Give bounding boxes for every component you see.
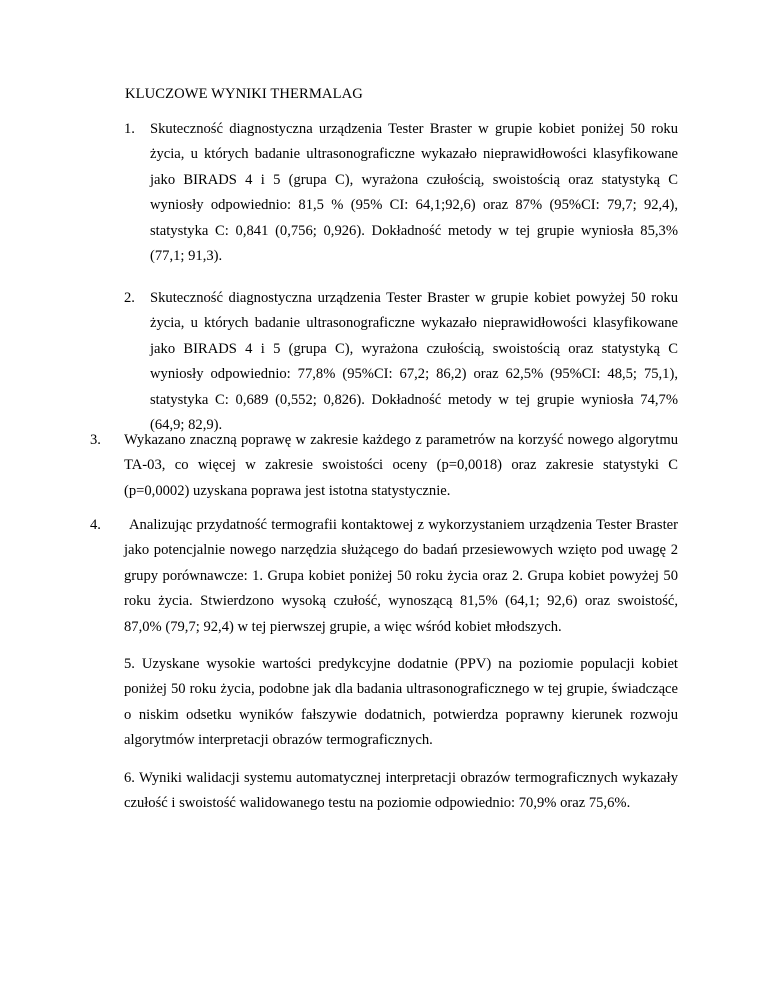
document-heading: KLUCZOWE WYNIKI THERMALAG: [125, 86, 363, 102]
result-paragraph-6: 6. Wyniki walidacji systemu automatycznej interpretacji obrazów termograficznych wykazały czułość i swoistość walidowanego testu na poziomie odpowiednio: 70,9% oraz 75,6%.: [124, 770, 678, 812]
result-paragraph-1: Skuteczność diagnostyczna urządzenia Tester Braster w grupie kobiet poniżej 50 roku życia, u których badanie ultrasonograficzne wykazało nieprawidłowości klasyfikowane jako BIRADS 4 i 5 (grupa C), wyrażona czułością, swoistością oraz statystyką C wyniosły odpowiednio: 81,5 % (95% CI: 64,1;92,6) oraz 87% (95%CI: 79,7; 92,4), statystyka C: 0,841 (0,756; 0,926). Dokładność metody w tej grupie wyniosła 85,3% (77,1; 91,3).: [150, 121, 678, 265]
result-paragraph-5: 5. Uzyskane wysokie wartości predykcyjne dodatnie (PPV) na poziomie populacji kobiet poniżej 50 roku życia, podobne jak dla badania ultrasonograficznego w tej grupie, świadczące o niskim odsetku wyników fałszywie dodatnich, potwierdza poprawny kierunek rozwoju algorytmów interpretacji obrazów termograficznych.: [124, 656, 678, 749]
result-paragraph-2: Skuteczność diagnostyczna urządzenia Tester Braster w grupie kobiet powyżej 50 roku życia, u których badanie ultrasonograficzne wykazało nieprawidłowości klasyfikowane jako BIRADS 4 i 5 (grupa C), wyrażona czułością, swoistością oraz statystyką C wyniosły odpowiednio: 77,8% (95%CI: 67,2; 86,2) oraz 62,5% (95%CI: 48,5; 75,1), statystyka C: 0,689 (0,552; 0,826). Dokładność metody w tej grupie wyniosła 74,7% (64,9; 82,9).: [150, 290, 678, 434]
result-paragraph-4: Analizując przydatność termografii kontaktowej z wykorzystaniem urządzenia Tester Braster jako potencjalnie nowego narzędzia służącego do badań przesiewowych wzięto pod uwagę 2 grupy porównawcze: 1. Grupa kobiet poniżej 50 roku życia oraz 2. Grupa kobiet powyżej 50 roku życia. Stwierdzono wysoką czułość, wynoszącą 81,5% (64,1; 92,6) oraz swoistość, 87,0% (79,7; 92,4) w tej pierwszej grupie, a więc wśród kobiet młodszych.: [124, 517, 678, 635]
list-marker-3: 3.: [90, 432, 101, 448]
result-paragraph-3: Wykazano znaczną poprawę w zakresie każdego z parametrów na korzyść nowego algorytmu TA-03, co więcej w zakresie swoistości oceny (p=0,0018) oraz zakresie statystyki C (p=0,0002) uzyskana poprawa jest istotna statystycznie.: [124, 432, 678, 499]
list-marker-4: 4.: [90, 517, 101, 533]
list-marker-2: 2.: [124, 290, 135, 306]
list-marker-1: 1.: [124, 121, 135, 137]
